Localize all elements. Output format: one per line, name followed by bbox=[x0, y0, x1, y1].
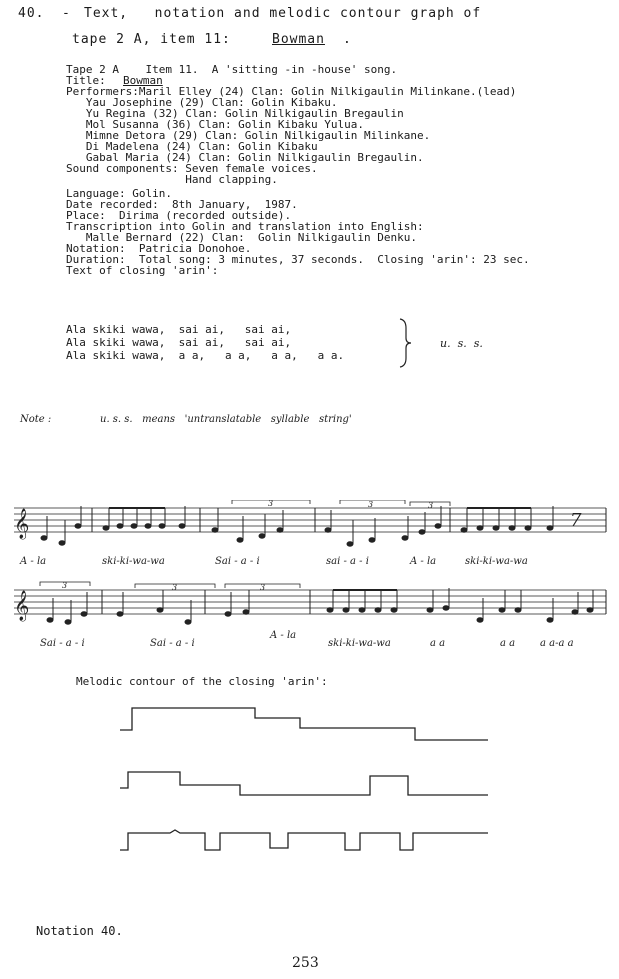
contour-line-3 bbox=[120, 830, 488, 850]
sound-components-cont: Hand clapping. bbox=[66, 173, 278, 186]
title-value: Bowman bbox=[123, 74, 163, 87]
tape-line: Tape 2 A Item 11. A 'sitting -in -house' song. bbox=[66, 63, 398, 76]
contour-line-2 bbox=[120, 772, 488, 795]
syllable: a a-a a bbox=[540, 638, 574, 649]
syllable: ski-ki-wa-wa bbox=[328, 638, 391, 649]
performer-line: Yau Josephine (29) Clan: Golin Kibaku. bbox=[66, 96, 338, 109]
header-song-title: Bowman bbox=[272, 32, 325, 47]
place-line: Place: Dirima (recorded outside). bbox=[66, 209, 292, 222]
performer-line: Gabal Maria (24) Clan: Golin Nilkigaulin Bregaulin. bbox=[66, 151, 424, 164]
transcription-line-cont: Malle Bernard (22) Clan: Golin Nilkigaulin Denku. bbox=[66, 231, 417, 244]
item-number: 40. bbox=[18, 6, 45, 21]
lyrics-brace bbox=[396, 318, 416, 368]
music-staff-1 bbox=[10, 500, 610, 572]
lyric-line: Ala skiki wawa, sai ai, sai ai, bbox=[66, 323, 292, 336]
syllable: sai - a - i bbox=[326, 556, 369, 567]
tuplet-number: 3 bbox=[260, 583, 266, 592]
tuplet-number: 3 bbox=[62, 581, 68, 590]
tuplet-number: 3 bbox=[428, 501, 434, 510]
performer-line: Di Madelena (24) Clan: Golin Kibaku bbox=[66, 140, 318, 153]
syllable: ski-ki-wa-wa bbox=[465, 556, 528, 567]
contour-line-1 bbox=[120, 708, 488, 740]
note-text: u. s. s. means 'untranslatable syllable string' bbox=[100, 414, 352, 425]
transcription-line: Transcription into Golin and translation into English: bbox=[66, 220, 424, 233]
lyric-syllables bbox=[40, 630, 574, 649]
syllable: ski-ki-wa-wa bbox=[102, 556, 165, 567]
lyric-line: Ala skiki wawa, sai ai, sai ai, bbox=[66, 336, 292, 349]
contour-label: Melodic contour of the closing 'arin': bbox=[76, 675, 328, 688]
performer-line: Mol Susanna (36) Clan: Golin Kibaku Yulua. bbox=[66, 118, 365, 131]
title-label: Title: bbox=[66, 74, 106, 87]
sound-components: Sound components: Seven female voices. bbox=[66, 162, 318, 175]
notation-credit: Notation: Patricia Donohoe. bbox=[66, 242, 252, 255]
performer-line: Performers:Maril Elley (24) Clan: Golin Nilkigaulin Milinkane.(lead) bbox=[66, 85, 517, 98]
note-label: Note : bbox=[20, 414, 52, 425]
melodic-contour-graph bbox=[110, 700, 500, 860]
treble-clef-icon: 𝄞 bbox=[14, 591, 30, 621]
syllable: a a bbox=[500, 638, 516, 649]
syllable: A - la bbox=[20, 556, 47, 567]
tuplet-number: 3 bbox=[172, 583, 178, 592]
duration-line: Duration: Total song: 3 minutes, 37 seconds. Closing 'arin': 23 sec. bbox=[66, 253, 530, 266]
page-number: 253 bbox=[292, 955, 319, 971]
date-line: Date recorded: 8th January, 1987. bbox=[66, 198, 298, 211]
header-dash: - bbox=[62, 6, 71, 21]
bracket-label: u. s. s. bbox=[440, 337, 483, 350]
syllable: Sai - a - i bbox=[150, 638, 195, 649]
header-line-2-suffix: . bbox=[343, 32, 352, 47]
lyric-syllables bbox=[19, 556, 528, 567]
lyric-line: Ala skiki wawa, a a, a a, a a, a a. bbox=[66, 349, 345, 362]
performer-line: Yu Regina (32) Clan: Golin Nilkigaulin Bregaulin bbox=[66, 107, 404, 120]
syllable: a a bbox=[430, 638, 446, 649]
syllable: A - la bbox=[270, 630, 297, 641]
tuplet-number: 3 bbox=[368, 500, 374, 509]
rest-icon: 7 bbox=[570, 510, 582, 531]
music-staff-2 bbox=[10, 580, 610, 650]
notation-label: Notation 40. bbox=[36, 924, 123, 938]
header-line-2-prefix: tape 2 A, item 11: bbox=[72, 32, 231, 47]
notes bbox=[47, 588, 593, 624]
syllable: A - la bbox=[410, 556, 437, 567]
syllable: Sai - a - i bbox=[215, 556, 260, 567]
language-line: Language: Golin. bbox=[66, 187, 172, 200]
performer-line: Mimne Detora (29) Clan: Golin Nilkigaulin Milinkane. bbox=[66, 129, 431, 142]
syllable: Sai - a - i bbox=[40, 638, 85, 649]
treble-clef-icon: 𝄞 bbox=[14, 509, 30, 539]
closing-text-label: Text of closing 'arin': bbox=[66, 264, 219, 277]
header-line-1: Text, notation and melodic contour graph of bbox=[84, 6, 482, 21]
tuplet-brackets bbox=[232, 500, 450, 506]
tuplet-number: 3 bbox=[268, 500, 274, 508]
